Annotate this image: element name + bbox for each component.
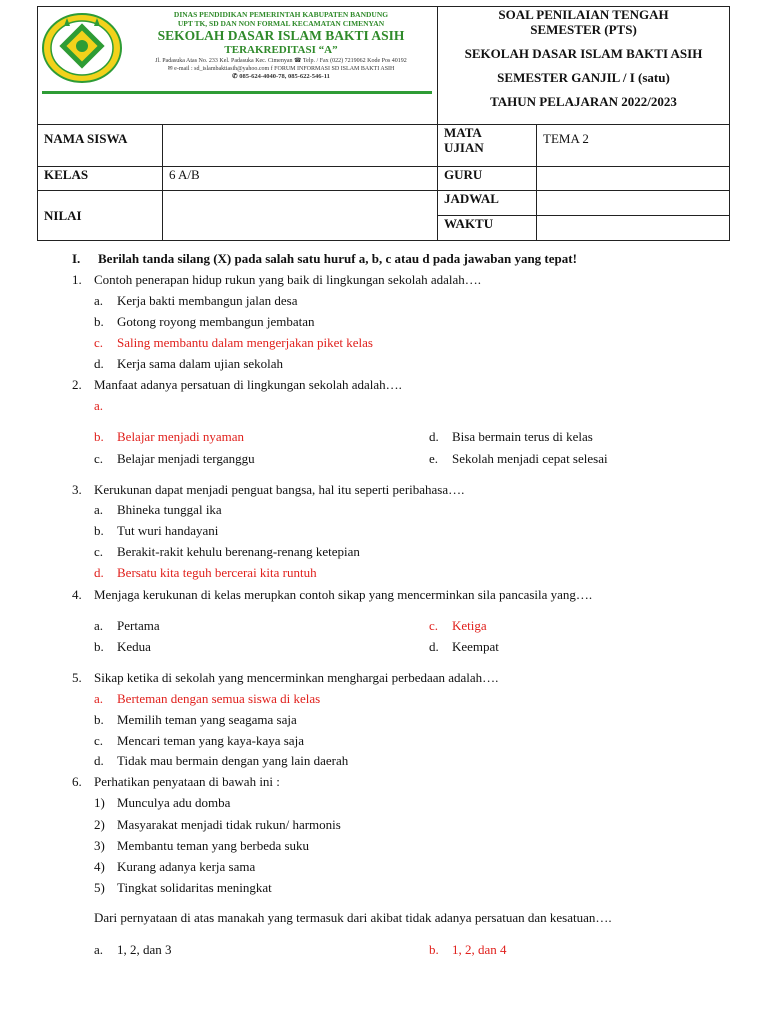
q1-option-b-letter[interactable]: b.	[94, 314, 104, 329]
q1-option-d[interactable]: Kerja sama dalam ujian sekolah	[117, 356, 284, 371]
exam-title-line5: TAHUN PELAJARAN 2022/2023	[490, 94, 677, 109]
q1-option-d-letter[interactable]: d.	[94, 356, 104, 371]
q2-option-e-letter[interactable]: e.	[429, 451, 439, 466]
q4-option-c[interactable]: Ketiga	[452, 618, 487, 633]
q6-number: 6.	[72, 774, 82, 789]
kelas-label: KELAS	[38, 167, 163, 191]
q6-question: Dari pernyataan di atas manakah yang termasuk dari akibat tidak adanya persatuan dan kesatuan….	[94, 910, 612, 925]
q1-number: 1.	[72, 272, 82, 287]
q3-option-a-letter[interactable]: a.	[94, 502, 104, 517]
school-name: SEKOLAH DASAR ISLAM BAKTI ASIH	[157, 28, 405, 43]
q2-option-e[interactable]: Sekolah menjadi cepat selesai	[452, 451, 608, 466]
exam-title-block	[438, 7, 730, 125]
q2-option-a-letter[interactable]: a.	[94, 398, 104, 413]
q4-option-a[interactable]: Pertama	[117, 618, 160, 633]
q6-option-a-letter[interactable]: a.	[94, 942, 104, 957]
q5-option-d[interactable]: Tidak mau bermain dengan yang lain daerah	[117, 753, 349, 768]
q6-item-4-number: 4)	[94, 859, 105, 874]
q3-option-b-letter[interactable]: b.	[94, 523, 104, 538]
mata-ujian-label: MATA UJIAN	[438, 125, 537, 167]
q6-item-1-number: 1)	[94, 795, 105, 810]
q6-item-3: Membantu teman yang berbeda suku	[117, 838, 310, 853]
jadwal-value[interactable]	[537, 191, 730, 216]
q2-option-d[interactable]: Bisa bermain terus di kelas	[452, 429, 593, 444]
q2-option-c-letter[interactable]: c.	[94, 451, 104, 466]
q6-item-5-number: 5)	[94, 880, 105, 895]
q6-item-2: Masyarakat menjadi tidak rukun/ harmonis	[117, 817, 341, 832]
q1-option-a[interactable]: Kerja bakti membangun jalan desa	[117, 293, 298, 308]
q4-option-d[interactable]: Keempat	[452, 639, 499, 654]
waktu-label: WAKTU	[438, 216, 537, 241]
school-upt-line: UPT TK, SD DAN NON FORMAL KECAMATAN CIMENYAN	[177, 19, 385, 28]
q3-option-c-letter[interactable]: c.	[94, 544, 104, 559]
q4-option-d-letter[interactable]: d.	[429, 639, 439, 654]
q1-option-c[interactable]: Saling membantu dalam mengerjakan piket kelas	[117, 335, 373, 350]
q6-option-b-letter[interactable]: b.	[429, 942, 439, 957]
waktu-value[interactable]	[537, 216, 730, 241]
q5-number: 5.	[72, 670, 82, 685]
q6-option-b[interactable]: 1, 2, dan 4	[452, 942, 507, 957]
q6-option-a[interactable]: 1, 2, dan 3	[117, 942, 172, 957]
school-accreditation: TERAKREDITASI “A”	[224, 44, 338, 56]
q3-option-c[interactable]: Berakit-rakit kehulu berenang-renang ketepian	[117, 544, 360, 559]
q5-option-b-letter[interactable]: b.	[94, 712, 104, 727]
q2-number: 2.	[72, 377, 82, 392]
nama-siswa-value[interactable]	[163, 125, 438, 167]
school-letterhead	[38, 7, 438, 125]
school-contact: ✉ e-mail : sd_islambaktiasih@yahoo.com f FORUM INFORMASI SD ISLAM BAKTI ASIH	[167, 66, 395, 72]
school-address: Jl. Padasuka Atas No. 233 Kel. Padasuka Kec. Cimenyan ☎ Telp. / Fax (022) 7219062 Kode Pos 40192	[155, 58, 407, 64]
q5-option-c[interactable]: Mencari teman yang kaya-kaya saja	[117, 733, 304, 748]
q4-option-b-letter[interactable]: b.	[94, 639, 104, 654]
q6-item-4: Kurang adanya kerja sama	[117, 859, 256, 874]
jadwal-label: JADWAL	[438, 191, 537, 216]
exam-title-line2: SEMESTER (PTS)	[530, 22, 637, 37]
mata-ujian-value[interactable]: TEMA 2	[537, 125, 730, 167]
q6-item-1: Munculya adu domba	[117, 795, 231, 810]
q6-item-3-number: 3)	[94, 838, 105, 853]
q2-option-b-letter[interactable]: b.	[94, 429, 104, 444]
q1-option-c-letter[interactable]: c.	[94, 335, 104, 350]
q6-item-2-number: 2)	[94, 817, 105, 832]
q4-option-b[interactable]: Kedua	[117, 639, 151, 654]
q5-option-c-letter[interactable]: c.	[94, 733, 104, 748]
guru-value[interactable]	[537, 167, 730, 191]
q6-text: Perhatikan penyataan di bawah ini :	[94, 774, 280, 789]
q3-option-b[interactable]: Tut wuri handayani	[117, 523, 219, 538]
q1-text: Contoh penerapan hidup rukun yang baik di lingkungan sekolah adalah….	[94, 272, 482, 287]
q3-number: 3.	[72, 482, 82, 497]
q2-text: Manfaat adanya persatuan di lingkungan sekolah adalah….	[94, 377, 402, 392]
section-instruction: Berilah tanda silang (X) pada salah satu huruf a, b, c atau d pada jawaban yang tepat!	[98, 251, 577, 266]
school-logo	[42, 12, 122, 84]
guru-label: GURU	[438, 167, 537, 191]
q4-option-a-letter[interactable]: a.	[94, 618, 104, 633]
nilai-value[interactable]	[163, 191, 438, 241]
kelas-value[interactable]: 6 A/B	[163, 167, 438, 191]
exam-header-table	[37, 6, 730, 241]
q5-option-d-letter[interactable]: d.	[94, 753, 104, 768]
q4-text: Menjaga kerukunan di kelas merupkan contoh sikap yang mencerminkan sila pancasila yang….	[94, 587, 593, 602]
section-number: I.	[72, 251, 81, 266]
q3-option-d[interactable]: Bersatu kita teguh bercerai kita runtuh	[117, 565, 317, 580]
q3-text: Kerukunan dapat menjadi penguat bangsa, hal itu seperti peribahasa….	[94, 482, 465, 497]
q1-option-a-letter[interactable]: a.	[94, 293, 104, 308]
nilai-label: NILAI	[38, 191, 163, 241]
school-phone: ✆ 085-624-4040-78, 085-622-546-11	[232, 73, 330, 80]
q2-option-d-letter[interactable]: d.	[429, 429, 439, 444]
q5-option-b[interactable]: Memilih teman yang seagama saja	[117, 712, 297, 727]
q6-item-5: Tingkat solidaritas meningkat	[117, 880, 272, 895]
q4-option-c-letter[interactable]: c.	[429, 618, 439, 633]
q2-option-c[interactable]: Belajar menjadi terganggu	[117, 451, 255, 466]
nama-siswa-label: NAMA SISWA	[38, 125, 163, 167]
exam-title-line3: SEKOLAH DASAR ISLAM BAKTI ASIH	[464, 46, 703, 61]
q4-number: 4.	[72, 587, 82, 602]
school-agency-line: DINAS PENDIDIKAN PEMERINTAH KABUPATEN BANDUNG	[173, 10, 389, 19]
exam-title-line1: SOAL PENILAIAN TENGAH	[498, 7, 669, 22]
q5-text: Sikap ketika di sekolah yang mencerminkan menghargai perbedaan adalah….	[94, 670, 499, 685]
letterhead-divider	[42, 91, 432, 94]
q5-option-a-letter[interactable]: a.	[94, 691, 104, 706]
q2-option-b[interactable]: Belajar menjadi nyaman	[117, 429, 245, 444]
q3-option-d-letter[interactable]: d.	[94, 565, 104, 580]
q1-option-b[interactable]: Gotong royong membangun jembatan	[117, 314, 315, 329]
q3-option-a[interactable]: Bhineka tunggal ika	[117, 502, 222, 517]
q5-option-a[interactable]: Berteman dengan semua siswa di kelas	[117, 691, 321, 706]
exam-title-line4: SEMESTER GANJIL / I (satu)	[497, 70, 670, 85]
